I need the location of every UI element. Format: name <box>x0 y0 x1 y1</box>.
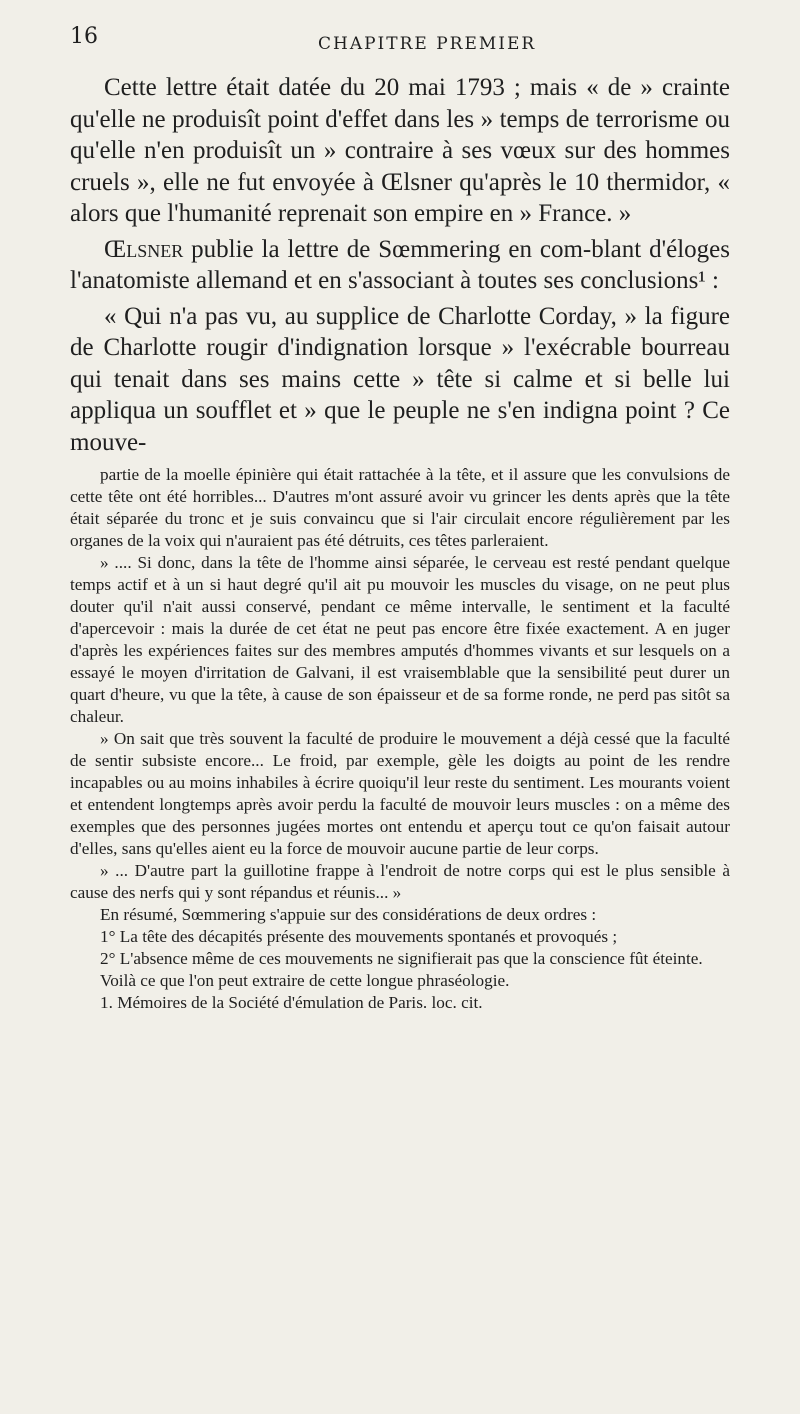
running-head: CHAPITRE PREMIER <box>318 34 537 54</box>
small-paragraph: » On sait que très souvent la faculté de produire le mouvement a déjà cessé que la faculté de sentir subsiste encore... Le froid, par exemple, gèle les doigts au point de les rendre incapables ou au moins inhabiles à écrire quoiqu'il leur reste du sentiment. Les mourants voient et entendent longtemps après avoir perdu la faculté de mouvoir leurs muscles : on a même des exemples que des personnes jugées mortes ont entendu et aperçu tout ce qu'on faisait autour d'elles, sans qu'elles aient eu la force de mouvoir aucune partie de leur corps. <box>70 729 730 858</box>
paragraph <box>70 234 730 297</box>
page-body <box>70 72 730 1014</box>
footnote: 1. Mémoires de la Société d'émulation de Paris. loc. cit. <box>100 993 483 1012</box>
author-name: Œlsner <box>104 235 184 263</box>
quotation-continued <box>70 464 730 1014</box>
paragraph: Cette lettre était datée du 20 mai 1793 ; mais « de » crainte qu'elle ne produisît point d'effet dans les » temps de terrorisme ou qu'elle n'en produisît un » contraire à ses vœux sur des hommes cruels », elle ne fut envoyée à Œlsner qu'après le 10 thermidor, « alors que l'humanité reprenait son empire en » France. » <box>70 74 730 227</box>
small-paragraph: 1° La tête des décapités présente des mouvements spontanés et provoqués ; <box>100 927 618 946</box>
small-paragraph: » ... D'autre part la guillotine frappe à l'endroit de notre corps qui est le plus sensible à cause des nerfs qui y sont répandus et réunis... » <box>70 861 730 902</box>
small-paragraph: » .... Si donc, dans la tête de l'homme ainsi séparée, le cerveau est resté pendant quelque temps actif et à un si haut degré qu'il ait pu mouvoir les muscles du visage, on ne peut plus douter qu'il n'ait aussi conservé, pendant ce même intervalle, le sentiment et la faculté d'apercevoir : mais la durée de cet état ne peut pas encore être fixée exactement. A en juger d'après les expériences faites sur des membres amputés d'hommes vivants et sur lesquels on a essayé le moyen d'irritation de Galvani, il est vraisemblable que la sensibilité peut durer un quart d'heure, vu que la tête, à cause de son épaisseur et de sa forme ronde, ne perd pas sitôt sa chaleur. <box>70 553 730 726</box>
small-paragraph: Voilà ce que l'on peut extraire de cette longue phraséologie. <box>100 971 510 990</box>
quotation: « Qui n'a pas vu, au supplice de Charlotte Corday, » la figure de Charlotte rougir d'indignation lorsque » l'exécrable bourreau qui tenait dans ses mains cette » tête si calme et si belle lui appliqua un soufflet et » que le peuple ne s'en indigna point ? Ce mouve- <box>70 302 730 456</box>
page-number: 16 <box>70 24 98 49</box>
small-paragraph: 2° L'absence même de ces mouvements ne signifierait pas que la conscience fût éteinte. <box>100 949 703 968</box>
paragraph-text: publie la lettre de Sœmmering en com-blant d'éloges l'anatomiste allemand et en s'associant à toutes ses conclusions¹ : <box>70 235 730 294</box>
main-text <box>70 72 730 458</box>
small-paragraph: partie de la moelle épinière qui était rattachée à la tête, et il assure que les convulsions de cette tête ont été horribles... D'autres m'ont assuré avoir vu grincer les dents après que la tête était séparée du tronc et je suis convaincu que si l'air circulait encore régulièrement par les organes de la voix qui n'auraient pas été détruits, ces têtes parleraient. <box>70 465 730 550</box>
small-paragraph: En résumé, Sœmmering s'appuie sur des considérations de deux ordres : <box>100 905 597 924</box>
